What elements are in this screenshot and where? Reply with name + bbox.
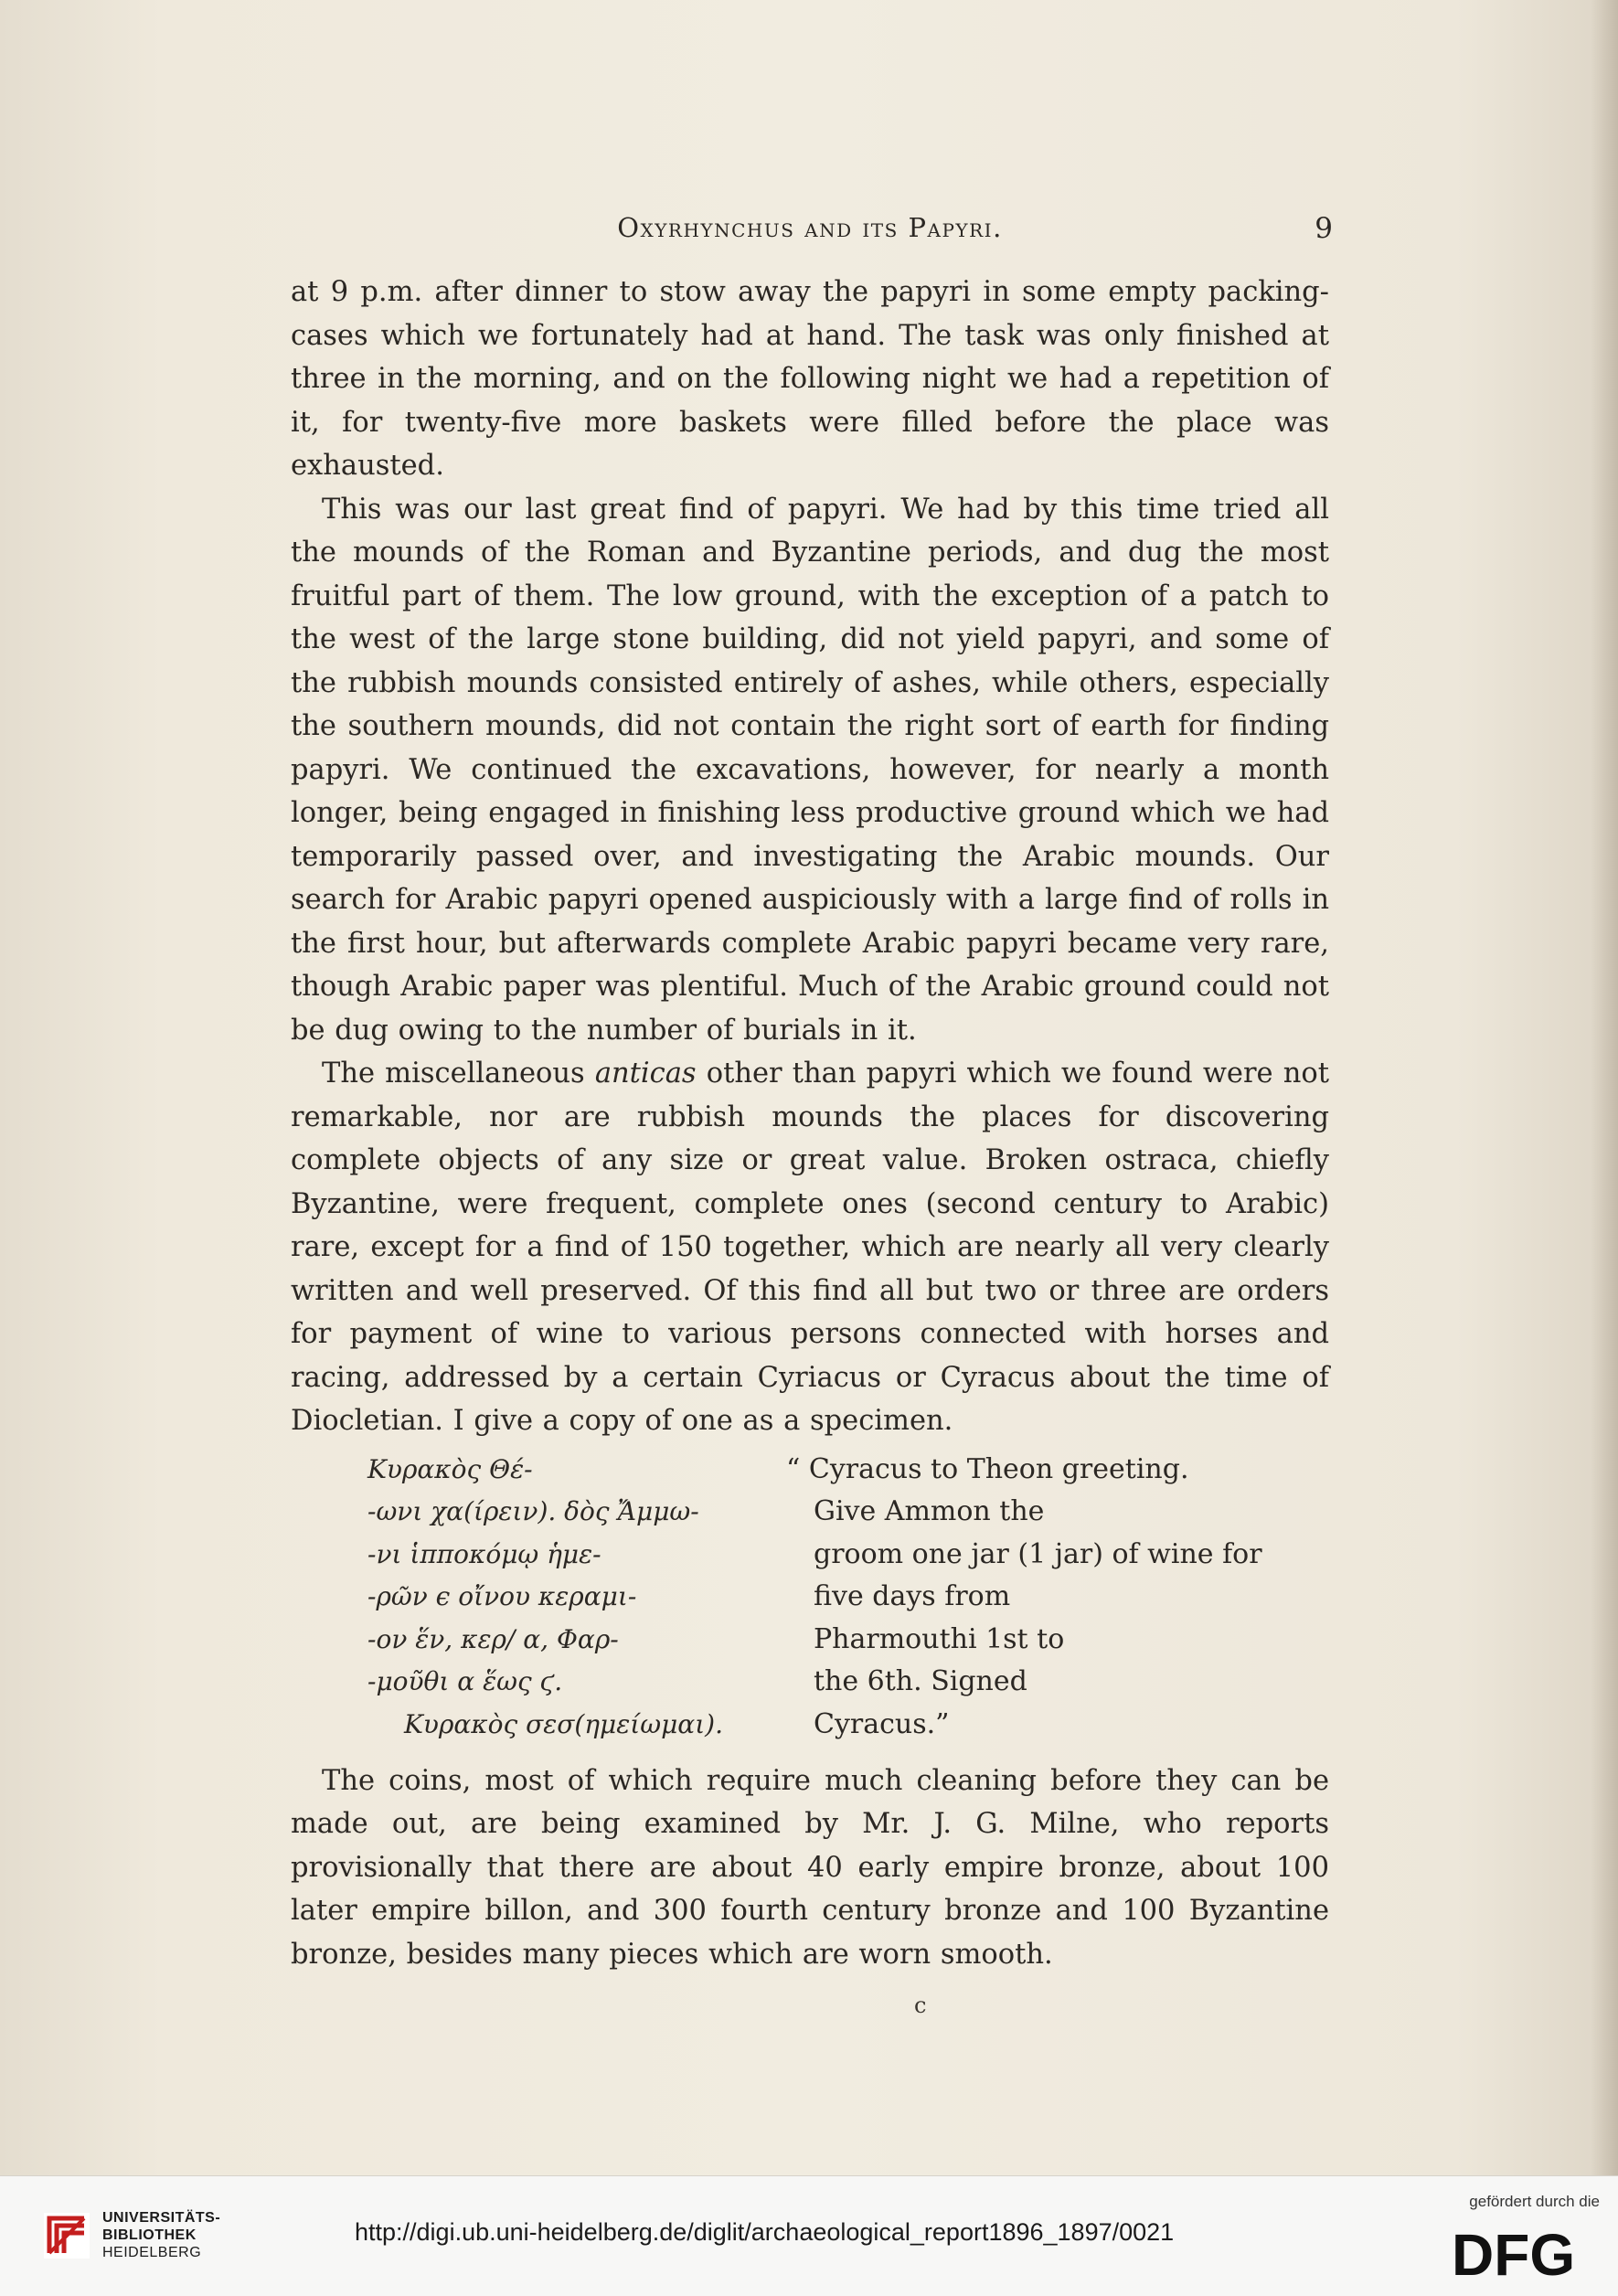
translation-line: Pharmouthi 1st to xyxy=(814,1622,1065,1655)
english-translation-column xyxy=(786,1449,1362,1747)
ostracon-transcription xyxy=(291,1449,1329,1752)
translation-line: “ Cyracus to Theon greeting. xyxy=(786,1452,1189,1485)
italic-term: anticas xyxy=(594,1058,697,1090)
translation-line: Give Ammon the xyxy=(814,1495,1045,1527)
greek-line: Κυρακὸς σεσ(ημείωμαι). xyxy=(404,1708,724,1739)
paragraph-4 xyxy=(291,1759,1329,1977)
library-name-line: BIBLIOTHEK xyxy=(102,2227,197,2243)
greek-line: -ωνι χα(ίρειν). δὸς Ἄμμω- xyxy=(367,1496,699,1526)
greek-line: Κυρακὸς Θέ- xyxy=(367,1453,533,1484)
greek-line: -νι ἱπποκόμῳ ἡμε- xyxy=(367,1538,601,1569)
body-text xyxy=(291,271,1329,1976)
svg-text:DFG: DFG xyxy=(1452,2222,1576,2282)
translation-line: the 6th. Signed xyxy=(814,1665,1027,1697)
university-library-logo-icon xyxy=(42,2211,91,2260)
paragraph-text: at 9 p.m. after dinner to stow away the papyri in some empty packing-cases which we fortunately had at hand. The task was only finished at three in the morning, and on the following night we had a repetition of it, for twenty-five more baskets were filled before the place was exhausted. xyxy=(291,276,1329,482)
paragraph-1 xyxy=(291,271,1329,488)
paragraph-text: other than papyri which we found were not remarkable, nor are rubbish mounds the places for discovering complete objects of any size or great value. Broken ostraca, chiefly Byzantine, were frequent, complete ones (second century to Arabic) rare, except for a find of 150 together, which are nearly all very clearly written and well preserved. Of this find all but two or three are orders for payment of wine to various persons connected with horses and racing, addressed by a certain Cyriacus or Cyracus about the time of Diocletian. I give a copy of one as a specimen. xyxy=(291,1058,1330,1437)
greek-line: -μοῦθι α ἕως ϛ. xyxy=(367,1666,563,1696)
running-header xyxy=(291,212,1333,249)
dfg-logo-icon xyxy=(1444,2222,1600,2282)
page-binding-shadow xyxy=(1591,0,1618,2175)
permalink[interactable]: http://digi.ub.uni-heidelberg.de/diglit/archaeological_report1896_1897/0021 xyxy=(355,2218,1175,2246)
greek-line: -ρῶν ϵ οἴνου κεραμι- xyxy=(367,1581,637,1611)
paragraph-3 xyxy=(291,1052,1329,1443)
library-name-line: HEIDELBERG xyxy=(102,2245,202,2260)
page-number: 9 xyxy=(1315,212,1333,245)
paragraph-text: The miscellaneous xyxy=(322,1058,595,1090)
translation-line: five days from xyxy=(814,1580,1011,1612)
library-name xyxy=(102,2209,220,2261)
funded-by-label: gefördert durch die xyxy=(1469,2193,1600,2210)
paragraph-text: This was our last great find of papyri. We had by this time tried all the mounds of the Roman and Byzantine periods, and dug the most fruitful part of them. The low ground, with the exception of a patch to the west of the large stone building, did not yield papyri, and some of the rubbish mounds consisted entirely of ashes, while others, especially the southern mounds, did not contain the right sort of earth for finding papyri. We continued the excavations, however, for nearly a month longer, being engaged in finishing less productive ground which we had temporarily passed over, and investigating the Arabic mounds. Our search for Arabic papyri opened auspiciously with a large find of rolls in the first hour, but afterwards complete Arabic papyri became very rare, though Arabic paper was plentiful. Much of the Arabic ground could not be dug owing to the number of burials in it. xyxy=(291,493,1329,1047)
printer-signature-mark: c xyxy=(914,1993,927,2018)
paragraph-2 xyxy=(291,488,1329,1053)
viewer-footer xyxy=(0,2175,1618,2296)
translation-line: Cyracus.” xyxy=(814,1707,950,1740)
greek-text-column xyxy=(367,1449,879,1747)
running-title: Oxyrhynchus and its Papyri. xyxy=(617,212,1003,243)
translation-line: groom one jar (1 jar) of wine for xyxy=(814,1537,1262,1570)
paragraph-text: The coins, most of which require much cleaning before they can be made out, are being examined by Mr. J. G. Milne, who reports provisionally that there are about 40 early empire bronze, about 100 later empire billon, and 300 fourth century bronze and 100 Byzantine bronze, besides many pieces which are worn smooth. xyxy=(291,1764,1329,1971)
library-name-line: UNIVERSITÄTS- xyxy=(102,2210,221,2226)
greek-line: -ον ἕν, κερ/ α, Φαρ- xyxy=(367,1623,619,1654)
